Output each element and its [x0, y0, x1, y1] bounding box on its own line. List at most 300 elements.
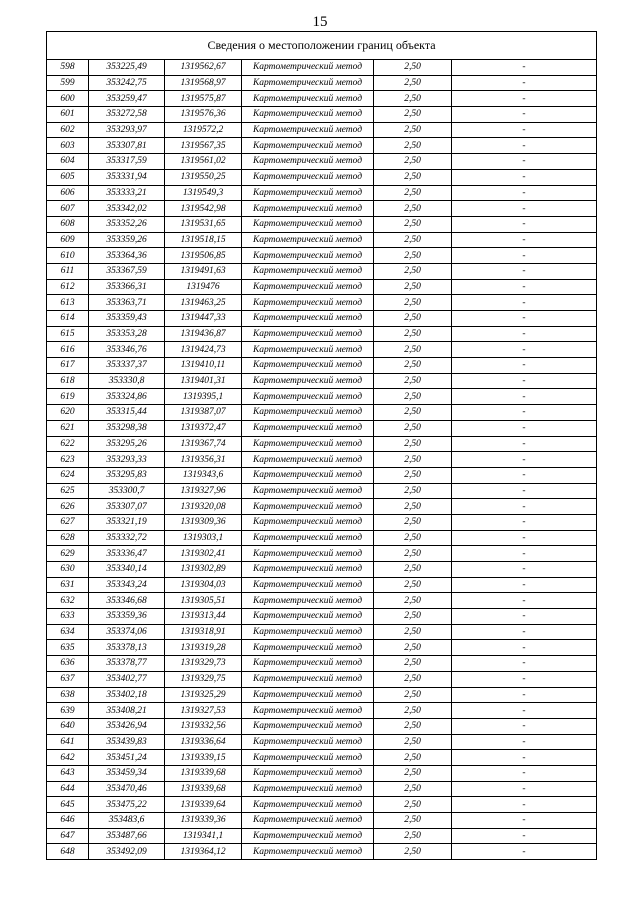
accuracy-cell: 2,50 [374, 593, 452, 609]
x-coordinate-cell: 353475,22 [89, 797, 165, 813]
method-cell: Картометрический метод [242, 248, 374, 264]
method-cell: Картометрический метод [242, 499, 374, 515]
point-number-cell: 615 [47, 326, 89, 342]
accuracy-cell: 2,50 [374, 546, 452, 562]
y-coordinate-cell: 1319313,44 [165, 609, 242, 625]
point-number-cell: 618 [47, 373, 89, 389]
table-row [47, 185, 597, 201]
method-cell: Картометрический метод [242, 436, 374, 452]
y-coordinate-cell: 1319568,97 [165, 75, 242, 91]
accuracy-cell: 2,50 [374, 467, 452, 483]
point-number-cell: 617 [47, 358, 89, 374]
description-cell: - [452, 154, 597, 170]
description-cell: - [452, 389, 597, 405]
y-coordinate-cell: 1319410,11 [165, 358, 242, 374]
y-coordinate-cell: 1319339,36 [165, 813, 242, 829]
description-cell: - [452, 122, 597, 138]
x-coordinate-cell: 353346,76 [89, 342, 165, 358]
method-cell: Картометрический метод [242, 514, 374, 530]
method-cell: Картометрический метод [242, 781, 374, 797]
accuracy-cell: 2,50 [374, 326, 452, 342]
x-coordinate-cell: 353298,38 [89, 420, 165, 436]
x-coordinate-cell: 353359,36 [89, 609, 165, 625]
description-cell: - [452, 577, 597, 593]
accuracy-cell: 2,50 [374, 405, 452, 421]
table-row [47, 483, 597, 499]
description-cell: - [452, 279, 597, 295]
x-coordinate-cell: 353402,77 [89, 671, 165, 687]
accuracy-cell: 2,50 [374, 60, 452, 76]
description-cell: - [452, 797, 597, 813]
point-number-cell: 642 [47, 750, 89, 766]
x-coordinate-cell: 353337,37 [89, 358, 165, 374]
point-number-cell: 598 [47, 60, 89, 76]
y-coordinate-cell: 1319339,68 [165, 781, 242, 797]
accuracy-cell: 2,50 [374, 671, 452, 687]
accuracy-cell: 2,50 [374, 640, 452, 656]
point-number-cell: 637 [47, 671, 89, 687]
description-cell: - [452, 107, 597, 123]
y-coordinate-cell: 1319550,25 [165, 169, 242, 185]
point-number-cell: 635 [47, 640, 89, 656]
x-coordinate-cell: 353363,71 [89, 295, 165, 311]
boundary-coordinates-table [46, 31, 597, 860]
table-title: Сведения о местоположении границ объекта [47, 32, 597, 60]
method-cell: Картометрический метод [242, 107, 374, 123]
point-number-cell: 601 [47, 107, 89, 123]
table-row [47, 342, 597, 358]
accuracy-cell: 2,50 [374, 828, 452, 844]
accuracy-cell: 2,50 [374, 420, 452, 436]
description-cell: - [452, 671, 597, 687]
point-number-cell: 613 [47, 295, 89, 311]
x-coordinate-cell: 353295,83 [89, 467, 165, 483]
y-coordinate-cell: 1319447,33 [165, 311, 242, 327]
accuracy-cell: 2,50 [374, 483, 452, 499]
point-number-cell: 600 [47, 91, 89, 107]
description-cell: - [452, 91, 597, 107]
method-cell: Картометрический метод [242, 232, 374, 248]
point-number-cell: 614 [47, 311, 89, 327]
point-number-cell: 628 [47, 530, 89, 546]
point-number-cell: 645 [47, 797, 89, 813]
method-cell: Картометрический метод [242, 828, 374, 844]
method-cell: Картометрический метод [242, 342, 374, 358]
table-body [47, 60, 597, 860]
y-coordinate-cell: 1319302,41 [165, 546, 242, 562]
table-row [47, 138, 597, 154]
y-coordinate-cell: 1319364,12 [165, 844, 242, 860]
method-cell: Картометрический метод [242, 750, 374, 766]
table-row [47, 279, 597, 295]
y-coordinate-cell: 1319320,08 [165, 499, 242, 515]
table-row [47, 122, 597, 138]
accuracy-cell: 2,50 [374, 75, 452, 91]
table-title-row [47, 32, 597, 60]
description-cell: - [452, 248, 597, 264]
y-coordinate-cell: 1319339,68 [165, 765, 242, 781]
description-cell: - [452, 562, 597, 578]
method-cell: Картометрический метод [242, 420, 374, 436]
point-number-cell: 640 [47, 718, 89, 734]
description-cell: - [452, 467, 597, 483]
method-cell: Картометрический метод [242, 640, 374, 656]
point-number-cell: 629 [47, 546, 89, 562]
accuracy-cell: 2,50 [374, 248, 452, 264]
accuracy-cell: 2,50 [374, 185, 452, 201]
description-cell: - [452, 734, 597, 750]
description-cell: - [452, 201, 597, 217]
accuracy-cell: 2,50 [374, 263, 452, 279]
accuracy-cell: 2,50 [374, 373, 452, 389]
x-coordinate-cell: 353293,33 [89, 452, 165, 468]
accuracy-cell: 2,50 [374, 311, 452, 327]
accuracy-cell: 2,50 [374, 577, 452, 593]
description-cell: - [452, 138, 597, 154]
y-coordinate-cell: 1319367,74 [165, 436, 242, 452]
table-row [47, 750, 597, 766]
y-coordinate-cell: 1319491,63 [165, 263, 242, 279]
point-number-cell: 620 [47, 405, 89, 421]
y-coordinate-cell: 1319436,87 [165, 326, 242, 342]
description-cell: - [452, 342, 597, 358]
description-cell: - [452, 169, 597, 185]
x-coordinate-cell: 353295,26 [89, 436, 165, 452]
x-coordinate-cell: 353378,13 [89, 640, 165, 656]
point-number-cell: 643 [47, 765, 89, 781]
x-coordinate-cell: 353353,28 [89, 326, 165, 342]
point-number-cell: 648 [47, 844, 89, 860]
accuracy-cell: 2,50 [374, 734, 452, 750]
x-coordinate-cell: 353272,58 [89, 107, 165, 123]
table-row [47, 169, 597, 185]
accuracy-cell: 2,50 [374, 718, 452, 734]
x-coordinate-cell: 353259,47 [89, 91, 165, 107]
description-cell: - [452, 295, 597, 311]
accuracy-cell: 2,50 [374, 452, 452, 468]
description-cell: - [452, 499, 597, 515]
point-number-cell: 608 [47, 216, 89, 232]
y-coordinate-cell: 1319336,64 [165, 734, 242, 750]
accuracy-cell: 2,50 [374, 358, 452, 374]
point-number-cell: 609 [47, 232, 89, 248]
accuracy-cell: 2,50 [374, 342, 452, 358]
x-coordinate-cell: 353367,59 [89, 263, 165, 279]
description-cell: - [452, 624, 597, 640]
table-row [47, 781, 597, 797]
x-coordinate-cell: 353408,21 [89, 703, 165, 719]
table-row [47, 687, 597, 703]
description-cell: - [452, 232, 597, 248]
accuracy-cell: 2,50 [374, 499, 452, 515]
description-cell: - [452, 483, 597, 499]
method-cell: Картометрический метод [242, 326, 374, 342]
boundary-coordinates-document [46, 31, 596, 860]
table-row [47, 295, 597, 311]
x-coordinate-cell: 353307,81 [89, 138, 165, 154]
x-coordinate-cell: 353402,18 [89, 687, 165, 703]
method-cell: Картометрический метод [242, 185, 374, 201]
y-coordinate-cell: 1319329,75 [165, 671, 242, 687]
accuracy-cell: 2,50 [374, 107, 452, 123]
x-coordinate-cell: 353359,26 [89, 232, 165, 248]
accuracy-cell: 2,50 [374, 389, 452, 405]
point-number-cell: 611 [47, 263, 89, 279]
method-cell: Картометрический метод [242, 358, 374, 374]
y-coordinate-cell: 1319356,31 [165, 452, 242, 468]
description-cell: - [452, 311, 597, 327]
y-coordinate-cell: 1319463,25 [165, 295, 242, 311]
method-cell: Картометрический метод [242, 546, 374, 562]
accuracy-cell: 2,50 [374, 781, 452, 797]
x-coordinate-cell: 353330,8 [89, 373, 165, 389]
accuracy-cell: 2,50 [374, 138, 452, 154]
y-coordinate-cell: 1319561,02 [165, 154, 242, 170]
accuracy-cell: 2,50 [374, 624, 452, 640]
point-number-cell: 647 [47, 828, 89, 844]
x-coordinate-cell: 353332,72 [89, 530, 165, 546]
table-row [47, 765, 597, 781]
x-coordinate-cell: 353225,49 [89, 60, 165, 76]
method-cell: Картометрический метод [242, 452, 374, 468]
table-row [47, 718, 597, 734]
y-coordinate-cell: 1319549,3 [165, 185, 242, 201]
description-cell: - [452, 765, 597, 781]
y-coordinate-cell: 1319506,85 [165, 248, 242, 264]
method-cell: Картометрический метод [242, 138, 374, 154]
description-cell: - [452, 703, 597, 719]
table-row [47, 91, 597, 107]
table-row [47, 577, 597, 593]
point-number-cell: 631 [47, 577, 89, 593]
y-coordinate-cell: 1319575,87 [165, 91, 242, 107]
y-coordinate-cell: 1319401,31 [165, 373, 242, 389]
y-coordinate-cell: 1319325,29 [165, 687, 242, 703]
method-cell: Картометрический метод [242, 530, 374, 546]
method-cell: Картометрический метод [242, 703, 374, 719]
table-row [47, 624, 597, 640]
x-coordinate-cell: 353426,94 [89, 718, 165, 734]
method-cell: Картометрический метод [242, 311, 374, 327]
point-number-cell: 599 [47, 75, 89, 91]
x-coordinate-cell: 353451,24 [89, 750, 165, 766]
accuracy-cell: 2,50 [374, 562, 452, 578]
description-cell: - [452, 420, 597, 436]
method-cell: Картометрический метод [242, 671, 374, 687]
y-coordinate-cell: 1319302,89 [165, 562, 242, 578]
y-coordinate-cell: 1319343,6 [165, 467, 242, 483]
method-cell: Картометрический метод [242, 169, 374, 185]
x-coordinate-cell: 353483,6 [89, 813, 165, 829]
description-cell: - [452, 373, 597, 389]
method-cell: Картометрический метод [242, 122, 374, 138]
x-coordinate-cell: 353293,97 [89, 122, 165, 138]
x-coordinate-cell: 353242,75 [89, 75, 165, 91]
accuracy-cell: 2,50 [374, 154, 452, 170]
y-coordinate-cell: 1319318,91 [165, 624, 242, 640]
description-cell: - [452, 593, 597, 609]
table-row [47, 844, 597, 860]
accuracy-cell: 2,50 [374, 216, 452, 232]
table-row [47, 248, 597, 264]
method-cell: Картометрический метод [242, 593, 374, 609]
point-number-cell: 622 [47, 436, 89, 452]
x-coordinate-cell: 353346,68 [89, 593, 165, 609]
accuracy-cell: 2,50 [374, 609, 452, 625]
y-coordinate-cell: 1319572,2 [165, 122, 242, 138]
x-coordinate-cell: 353324,86 [89, 389, 165, 405]
description-cell: - [452, 546, 597, 562]
table-row [47, 562, 597, 578]
method-cell: Картометрический метод [242, 656, 374, 672]
point-number-cell: 606 [47, 185, 89, 201]
description-cell: - [452, 656, 597, 672]
x-coordinate-cell: 353374,06 [89, 624, 165, 640]
y-coordinate-cell: 1319567,35 [165, 138, 242, 154]
description-cell: - [452, 326, 597, 342]
point-number-cell: 616 [47, 342, 89, 358]
y-coordinate-cell: 1319518,15 [165, 232, 242, 248]
accuracy-cell: 2,50 [374, 279, 452, 295]
x-coordinate-cell: 353331,94 [89, 169, 165, 185]
description-cell: - [452, 828, 597, 844]
y-coordinate-cell: 1319339,15 [165, 750, 242, 766]
x-coordinate-cell: 353342,02 [89, 201, 165, 217]
point-number-cell: 634 [47, 624, 89, 640]
method-cell: Картометрический метод [242, 734, 374, 750]
method-cell: Картометрический метод [242, 483, 374, 499]
method-cell: Картометрический метод [242, 577, 374, 593]
table-row [47, 609, 597, 625]
x-coordinate-cell: 353364,36 [89, 248, 165, 264]
accuracy-cell: 2,50 [374, 656, 452, 672]
table-row [47, 452, 597, 468]
method-cell: Картометрический метод [242, 467, 374, 483]
y-coordinate-cell: 1319542,98 [165, 201, 242, 217]
accuracy-cell: 2,50 [374, 295, 452, 311]
point-number-cell: 619 [47, 389, 89, 405]
description-cell: - [452, 263, 597, 279]
x-coordinate-cell: 353359,43 [89, 311, 165, 327]
accuracy-cell: 2,50 [374, 169, 452, 185]
method-cell: Картометрический метод [242, 718, 374, 734]
x-coordinate-cell: 353336,47 [89, 546, 165, 562]
description-cell: - [452, 640, 597, 656]
description-cell: - [452, 358, 597, 374]
accuracy-cell: 2,50 [374, 750, 452, 766]
x-coordinate-cell: 353333,21 [89, 185, 165, 201]
table-row [47, 640, 597, 656]
method-cell: Картометрический метод [242, 201, 374, 217]
accuracy-cell: 2,50 [374, 703, 452, 719]
table-row [47, 60, 597, 76]
method-cell: Картометрический метод [242, 263, 374, 279]
y-coordinate-cell: 1319329,73 [165, 656, 242, 672]
x-coordinate-cell: 353317,59 [89, 154, 165, 170]
point-number-cell: 624 [47, 467, 89, 483]
accuracy-cell: 2,50 [374, 765, 452, 781]
table-row [47, 263, 597, 279]
method-cell: Картометрический метод [242, 813, 374, 829]
point-number-cell: 602 [47, 122, 89, 138]
method-cell: Картометрический метод [242, 844, 374, 860]
point-number-cell: 646 [47, 813, 89, 829]
y-coordinate-cell: 1319576,36 [165, 107, 242, 123]
point-number-cell: 644 [47, 781, 89, 797]
x-coordinate-cell: 353492,09 [89, 844, 165, 860]
y-coordinate-cell: 1319332,56 [165, 718, 242, 734]
table-row [47, 499, 597, 515]
table-row [47, 358, 597, 374]
point-number-cell: 612 [47, 279, 89, 295]
page-number: 15 [312, 14, 328, 30]
y-coordinate-cell: 1319319,28 [165, 640, 242, 656]
point-number-cell: 641 [47, 734, 89, 750]
table-row [47, 107, 597, 123]
y-coordinate-cell: 1319339,64 [165, 797, 242, 813]
y-coordinate-cell: 1319327,96 [165, 483, 242, 499]
accuracy-cell: 2,50 [374, 844, 452, 860]
x-coordinate-cell: 353321,19 [89, 514, 165, 530]
point-number-cell: 633 [47, 609, 89, 625]
point-number-cell: 638 [47, 687, 89, 703]
y-coordinate-cell: 1319395,1 [165, 389, 242, 405]
table-row [47, 326, 597, 342]
description-cell: - [452, 60, 597, 76]
accuracy-cell: 2,50 [374, 813, 452, 829]
table-row [47, 75, 597, 91]
y-coordinate-cell: 1319372,47 [165, 420, 242, 436]
accuracy-cell: 2,50 [374, 687, 452, 703]
y-coordinate-cell: 1319305,51 [165, 593, 242, 609]
description-cell: - [452, 185, 597, 201]
y-coordinate-cell: 1319531,65 [165, 216, 242, 232]
x-coordinate-cell: 353300,7 [89, 483, 165, 499]
description-cell: - [452, 718, 597, 734]
method-cell: Картометрический метод [242, 624, 374, 640]
method-cell: Картометрический метод [242, 389, 374, 405]
description-cell: - [452, 609, 597, 625]
accuracy-cell: 2,50 [374, 122, 452, 138]
table-row [47, 420, 597, 436]
table-row [47, 734, 597, 750]
table-row [47, 436, 597, 452]
method-cell: Картометрический метод [242, 765, 374, 781]
table-row [47, 389, 597, 405]
table-row [47, 514, 597, 530]
x-coordinate-cell: 353459,34 [89, 765, 165, 781]
accuracy-cell: 2,50 [374, 201, 452, 217]
point-number-cell: 610 [47, 248, 89, 264]
y-coordinate-cell: 1319309,36 [165, 514, 242, 530]
point-number-cell: 632 [47, 593, 89, 609]
x-coordinate-cell: 353340,14 [89, 562, 165, 578]
description-cell: - [452, 750, 597, 766]
table-row [47, 546, 597, 562]
table-row [47, 593, 597, 609]
accuracy-cell: 2,50 [374, 91, 452, 107]
description-cell: - [452, 405, 597, 421]
accuracy-cell: 2,50 [374, 436, 452, 452]
y-coordinate-cell: 1319341,1 [165, 828, 242, 844]
x-coordinate-cell: 353352,26 [89, 216, 165, 232]
method-cell: Картометрический метод [242, 405, 374, 421]
point-number-cell: 639 [47, 703, 89, 719]
accuracy-cell: 2,50 [374, 530, 452, 546]
table-row [47, 656, 597, 672]
table-row [47, 797, 597, 813]
table-row [47, 311, 597, 327]
